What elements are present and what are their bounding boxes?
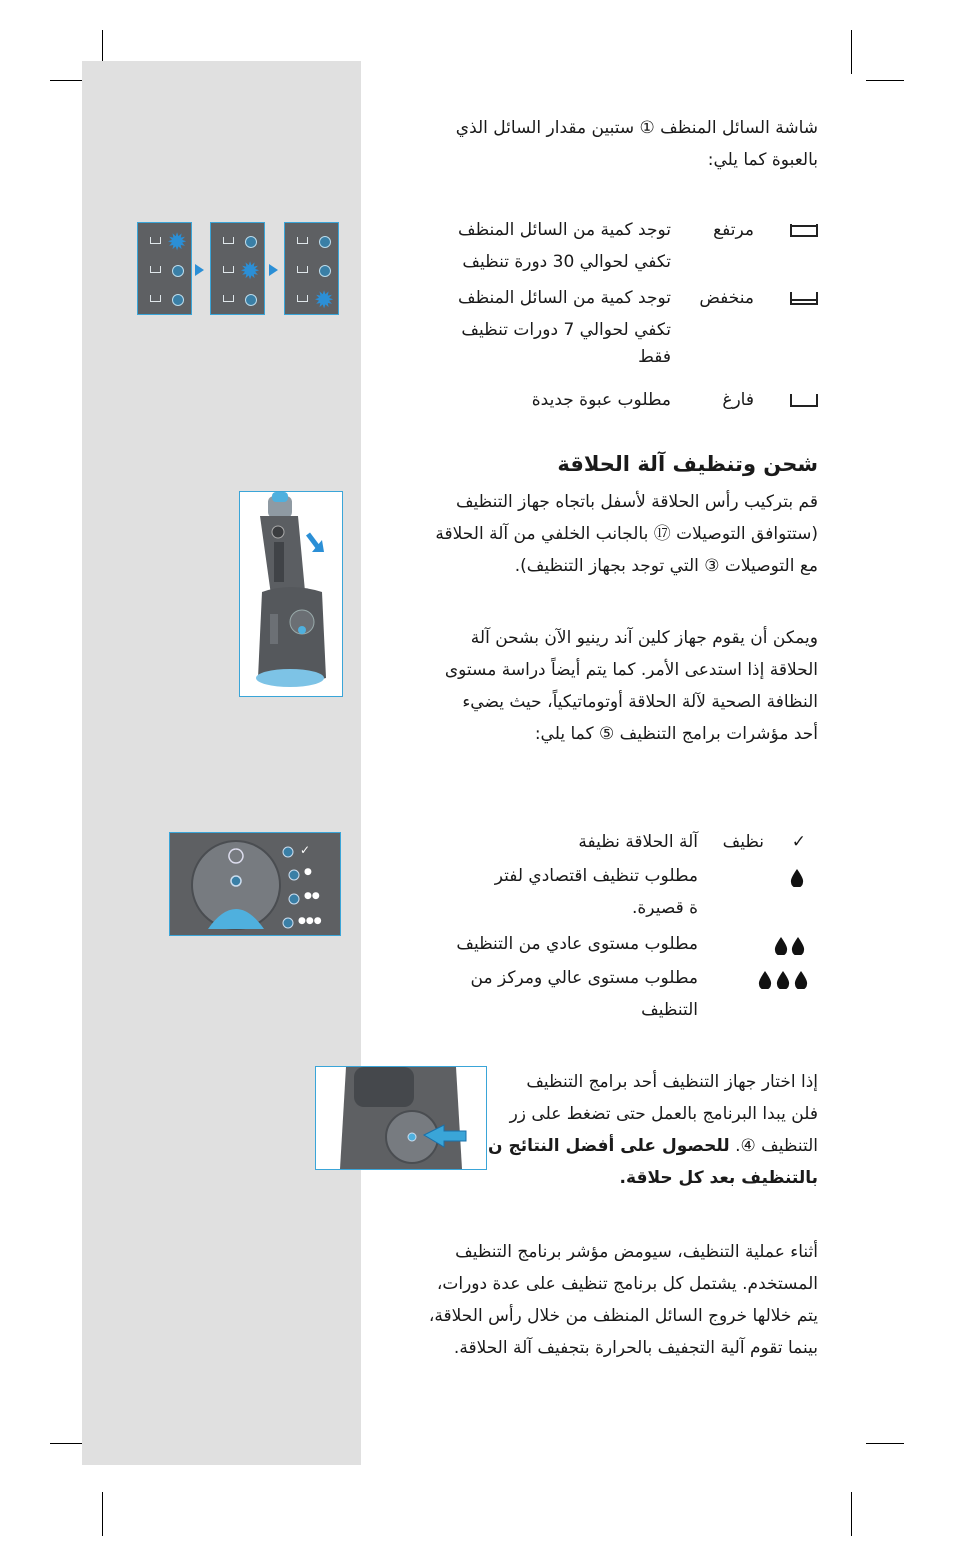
- shaver-in-station-figure: [239, 491, 343, 697]
- cleaning-level-desc: [438, 962, 698, 1026]
- shaver-station-illustration: [240, 492, 342, 696]
- three-drops-icon: [758, 971, 808, 989]
- text-line: تكفي لحوالي 30 دورة تنظيف: [462, 252, 671, 272]
- text-line: أثناء عملية التنظيف، سيومض مؤشر برنامج التنظيف: [455, 1242, 818, 1262]
- text-line: توجد كمية من السائل المنظف: [457, 220, 671, 240]
- fluid-level-desc: [431, 282, 671, 368]
- tank-high-icon: [790, 223, 818, 237]
- text-line: مطلوب مستوى عالي ومركز من: [470, 968, 698, 988]
- text-line: توجد كمية من السائل المنظف: [457, 288, 671, 308]
- drop-icon: [790, 869, 804, 887]
- text-line: الحلاقة إذا استدعى الأمر. كما يتم أيضاً دراسة مستوى: [444, 660, 818, 680]
- three-drops-icon: ●●●: [298, 916, 322, 926]
- fluid-level-label: مرتفع: [713, 220, 754, 240]
- start-paragraph: [488, 1066, 818, 1194]
- crop-mark: [866, 80, 904, 81]
- crop-mark: [866, 1443, 904, 1444]
- cleaning-level-clean: [0, 826, 954, 860]
- drop-icon: ●: [304, 867, 312, 877]
- text-run: التنظيف ④.: [729, 1136, 818, 1156]
- tank-empty-icon: [790, 393, 818, 407]
- text-line: ويمكن أن يقوم جهاز كلين آند رينيو الآن بشحن آلة: [470, 628, 818, 648]
- text-line: (ستتوافق التوصيلات ⑰ بالجانب الخلفي من آلة الحلاقة: [435, 524, 818, 544]
- text-line: يتم خلالها خروج السائل المنظف من خلال رأس الحلاقة،: [428, 1306, 818, 1326]
- crop-mark: [102, 1492, 103, 1536]
- fluid-level-empty: [0, 384, 954, 418]
- intro-paragraph: [418, 112, 818, 176]
- cleaning-level-normal: [0, 928, 954, 962]
- text-line: مطلوب تنظيف اقتصادي لفتر: [494, 866, 698, 886]
- text-line: بينما تقوم آلية التجفيف بالحرارة بتجفيف آلة الحلاقة.: [453, 1338, 818, 1358]
- check-icon: ✓: [300, 843, 311, 857]
- text-line: مطلوب عبوة جديدة: [531, 390, 671, 410]
- text-line: ة قصيرة.: [632, 898, 698, 918]
- crop-mark: [851, 1492, 852, 1536]
- fluid-level-low: [0, 282, 954, 382]
- two-drops-icon: ●●: [304, 891, 320, 901]
- text-line: أحد مؤشرات برامج التنظيف ⑤ كما يلي:: [534, 724, 818, 744]
- press-button-figure: [315, 1066, 487, 1170]
- text-line: شاشة السائل المنظف ① ستبين مقدار السائل الذي: [455, 118, 818, 138]
- charge-paragraph: [378, 622, 818, 750]
- section-heading: شحن وتنظيف آلة الحلاقة: [557, 452, 818, 476]
- cleaning-level-economy: [0, 860, 954, 926]
- fluid-level-desc: [431, 214, 671, 278]
- text-line: المستخدم. يشتمل كل برنامج تنظيف على عدة دورات،: [436, 1274, 818, 1294]
- sun-burst-icon: ✹: [313, 286, 335, 314]
- fluid-level-label: منخفض: [699, 288, 754, 308]
- text-line: تكفي لحوالي 7 دورات تنظيف: [461, 320, 671, 340]
- mount-paragraph: [378, 486, 818, 582]
- text-line: إذا اختار جهاز التنظيف أحد برامج التنظيف: [526, 1072, 818, 1092]
- cleaning-level-desc: مطلوب مستوى عادي من التنظيف: [456, 934, 698, 954]
- fluid-level-high: [0, 214, 954, 284]
- process-paragraph: [378, 1236, 818, 1364]
- cleaning-level-label: نظيف: [722, 832, 764, 852]
- text-line: قم بتركيب رأس الحلاقة لأسفل باتجاه جهاز التنظيف: [455, 492, 818, 512]
- cleaning-level-desc: [438, 860, 698, 924]
- crop-mark: [851, 30, 852, 74]
- cleaning-level-desc: آلة الحلاقة نظيفة: [578, 832, 698, 852]
- text-line: مع التوصيلات ③ التي توجد بجهاز التنظيف).: [514, 556, 818, 576]
- fluid-level-label: فارغ: [722, 390, 754, 410]
- text-line: [488, 1130, 818, 1162]
- text-line: فقط: [638, 347, 671, 367]
- text-run-bold: للحصول على أفضل النتائج ن: [488, 1136, 730, 1156]
- fluid-level-desc: [431, 384, 671, 416]
- two-drops-icon: [774, 937, 806, 955]
- sun-burst-icon: ✹: [239, 257, 261, 285]
- tank-low-icon: [790, 291, 818, 305]
- text-line: فلن يبدا البرنامج بالعمل حتى تضغط على زر: [509, 1104, 818, 1124]
- sun-burst-icon: ✹: [166, 228, 188, 256]
- text-line: النظافة الصحية لآلة الحلاقة أوتوماتيكياً، حيث يضيء: [462, 692, 818, 712]
- check-icon: ✓: [791, 832, 806, 852]
- text-line: بالعبوة كما يلي:: [707, 150, 818, 170]
- text-line: التنظيف: [641, 1000, 698, 1020]
- cleaning-level-intensive: [0, 962, 954, 1028]
- press-button-illustration: [316, 1067, 486, 1169]
- text-line: بالتنظيف بعد كل حلاقة.: [619, 1168, 818, 1188]
